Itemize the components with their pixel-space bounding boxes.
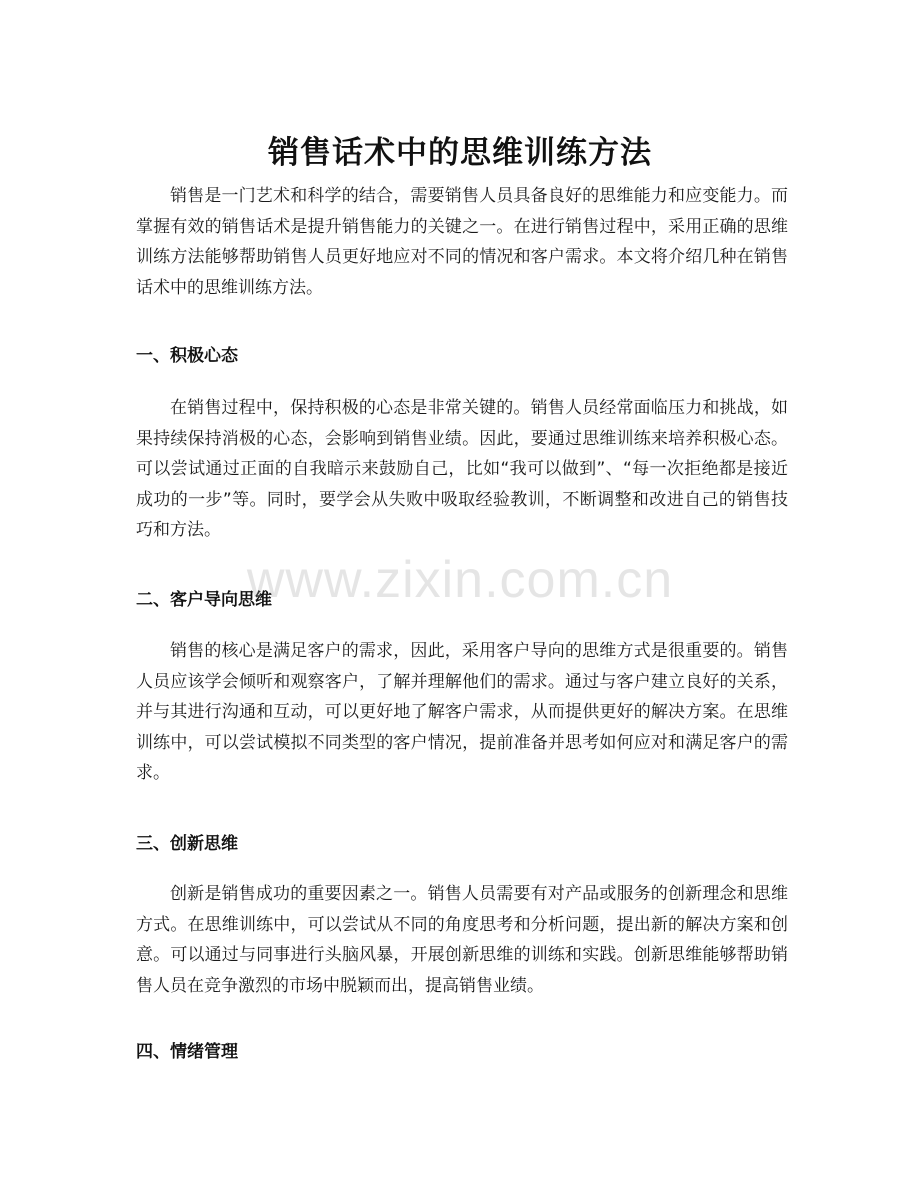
section-body-innovative-thinking: 创新是销售成功的重要因素之一。销售人员需要有对产品或服务的创新理念和思维方式。在思维训练中，可以尝试从不同的角度思考和分析问题，提出新的解决方案和创意。可以通过与同事进行头脑风暴，开展创新思维的训练和实践。创新思维能够帮助销售人员在竞争激烈的市场中脱颖而出，提高销售业绩。 xyxy=(136,884,788,996)
section-heading-customer-oriented: 二、客户导向思维 xyxy=(136,590,272,610)
section-heading-innovative-thinking: 三、创新思维 xyxy=(136,834,238,854)
watermark: www.zixin.com.cn xyxy=(246,551,674,609)
section-heading-positive-mindset: 一、积极心态 xyxy=(136,346,238,366)
section-heading-emotion-management: 四、情绪管理 xyxy=(136,1042,238,1062)
section-body-customer-oriented: 销售的核心是满足客户的需求，因此，采用客户导向的思维方式是很重要的。销售人员应该学会倾听和观察客户，了解并理解他们的需求。通过与客户建立良好的关系，并与其进行沟通和互动，可以更好地了解客户需求，从而提供更好的解决方案。在思维训练中，可以尝试模拟不同类型的客户情况，提前准备并思考如何应对和满足客户的需求。 xyxy=(136,641,788,784)
document-title: 销售话术中的思维训练方法 xyxy=(268,134,652,171)
section-body-positive-mindset: 在销售过程中，保持积极的心态是非常关键的。销售人员经常面临压力和挑战，如果持续保持消极的心态，会影响到销售业绩。因此，要通过思维训练来培养积极心态。可以尝试通过正面的自我暗示来鼓励自己，比如“我可以做到”、“每一次拒绝都是接近成功的一步”等。同时，要学会从失败中吸取经验教训，不断调整和改进自己的销售技巧和方法。 xyxy=(136,398,788,541)
intro-paragraph: 销售是一门艺术和科学的结合，需要销售人员具备良好的思维能力和应变能力。而掌握有效的销售话术是提升销售能力的关键之一。在进行销售过程中，采用正确的思维训练方法能够帮助销售人员更好地应对不同的情况和客户需求。本文将介绍几种在销售话术中的思维训练方法。 xyxy=(136,186,788,298)
